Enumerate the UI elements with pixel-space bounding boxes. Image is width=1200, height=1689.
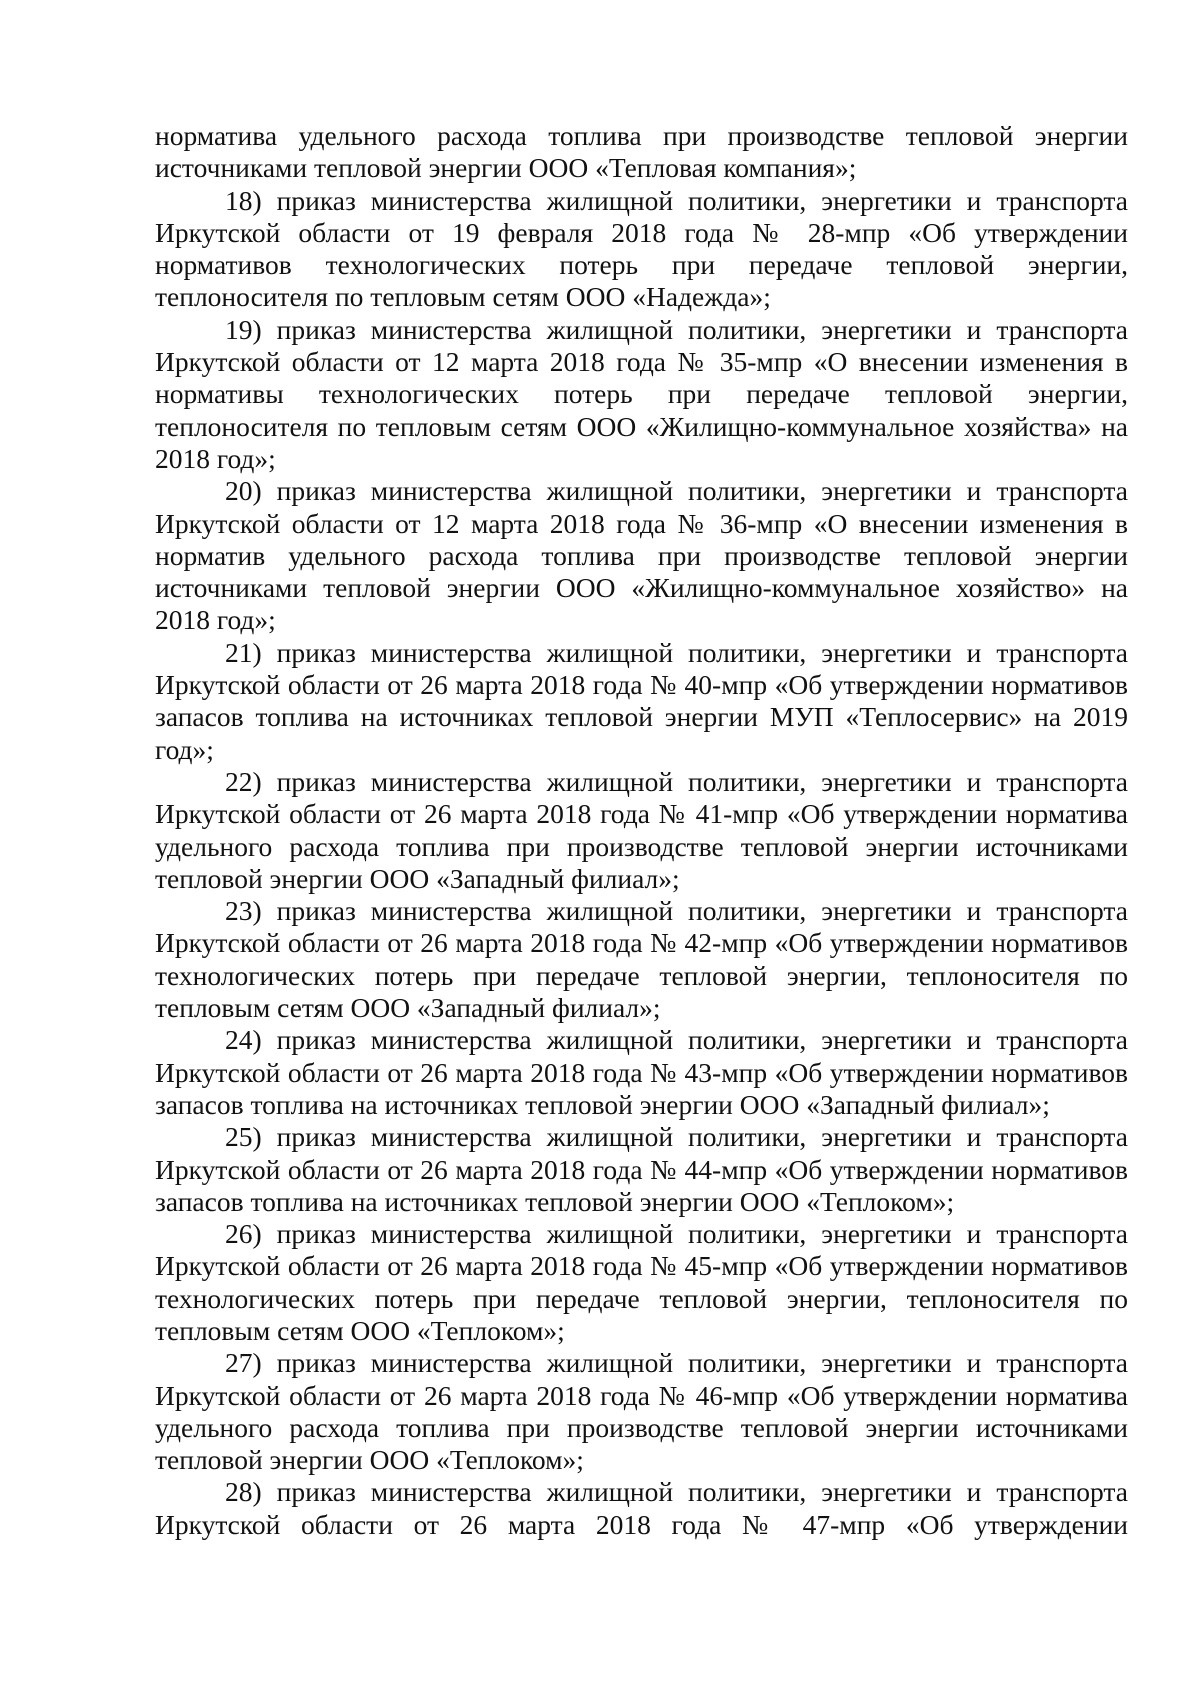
list-item-27: 27) приказ министерства жилищной политики, энергетики и транспорта Иркутской области от 26 марта 2018 года № 46-мпр «Об утверждении норматива удельного расхода топлива при производстве тепловой энергии источниками тепловой энергии ООО «Теплоком»;: [155, 1347, 1128, 1476]
document-body: [155, 120, 1128, 1541]
list-item-19: 19) приказ министерства жилищной политики, энергетики и транспорта Иркутской области от 12 марта 2018 года № 35-мпр «О внесении изменения в нормативы технологических потерь при передаче тепловой энергии, теплоносителя по тепловым сетям ООО «Жилищно-коммунальное хозяйства» на 2018 год»;: [155, 313, 1128, 474]
paragraph-continuation: норматива удельного расхода топлива при производстве тепловой энергии источниками тепловой энергии ООО «Тепловая компания»;: [155, 120, 1128, 184]
list-item-26: 26) приказ министерства жилищной политики, энергетики и транспорта Иркутской области от 26 марта 2018 года № 45-мпр «Об утверждении нормативов технологических потерь при передаче тепловой энергии, теплоносителя по тепловым сетям ООО «Теплоком»;: [155, 1218, 1128, 1346]
list-item-18: 18) приказ министерства жилищной политики, энергетики и транспорта Иркутской области от 19 февраля 2018 года № 28-мпр «Об утверждении нормативов технологических потерь при передаче тепловой энергии, теплоносителя по тепловым сетям ООО «Надежда»;: [155, 184, 1128, 313]
list-item-28: 28) приказ министерства жилищной политики, энергетики и транспорта Иркутской области от 26 марта 2018 года № 47-мпр «Об утверждении: [155, 1476, 1128, 1540]
list-item-22: 22) приказ министерства жилищной политики, энергетики и транспорта Иркутской области от 26 марта 2018 года № 41-мпр «Об утверждении норматива удельного расхода топлива при производстве тепловой энергии источниками тепловой энергии ООО «Западный филиал»;: [155, 765, 1128, 894]
list-item-20: 20) приказ министерства жилищной политики, энергетики и транспорта Иркутской области от 12 марта 2018 года № 36-мпр «О внесении изменения в норматив удельного расхода топлива при производстве тепловой энергии источниками тепловой энергии ООО «Жилищно-коммунальное хозяйство» на 2018 год»;: [155, 475, 1128, 636]
list-item-21: 21) приказ министерства жилищной политики, энергетики и транспорта Иркутской области от 26 марта 2018 года № 40-мпр «Об утверждении нормативов запасов топлива на источниках тепловой энергии МУП «Теплосервис» на 2019 год»;: [155, 636, 1128, 765]
list-item-24: 24) приказ министерства жилищной политики, энергетики и транспорта Иркутской области от 26 марта 2018 года № 43-мпр «Об утверждении нормативов запасов топлива на источниках тепловой энергии ООО «Западный филиал»;: [155, 1024, 1128, 1120]
list-item-25: 25) приказ министерства жилищной политики, энергетики и транспорта Иркутской области от 26 марта 2018 года № 44-мпр «Об утверждении нормативов запасов топлива на источниках тепловой энергии ООО «Теплоком»;: [155, 1121, 1128, 1217]
list-item-23: 23) приказ министерства жилищной политики, энергетики и транспорта Иркутской области от 26 марта 2018 года № 42-мпр «Об утверждении нормативов технологических потерь при передаче тепловой энергии, теплоносителя по тепловым сетям ООО «Западный филиал»;: [155, 895, 1128, 1024]
